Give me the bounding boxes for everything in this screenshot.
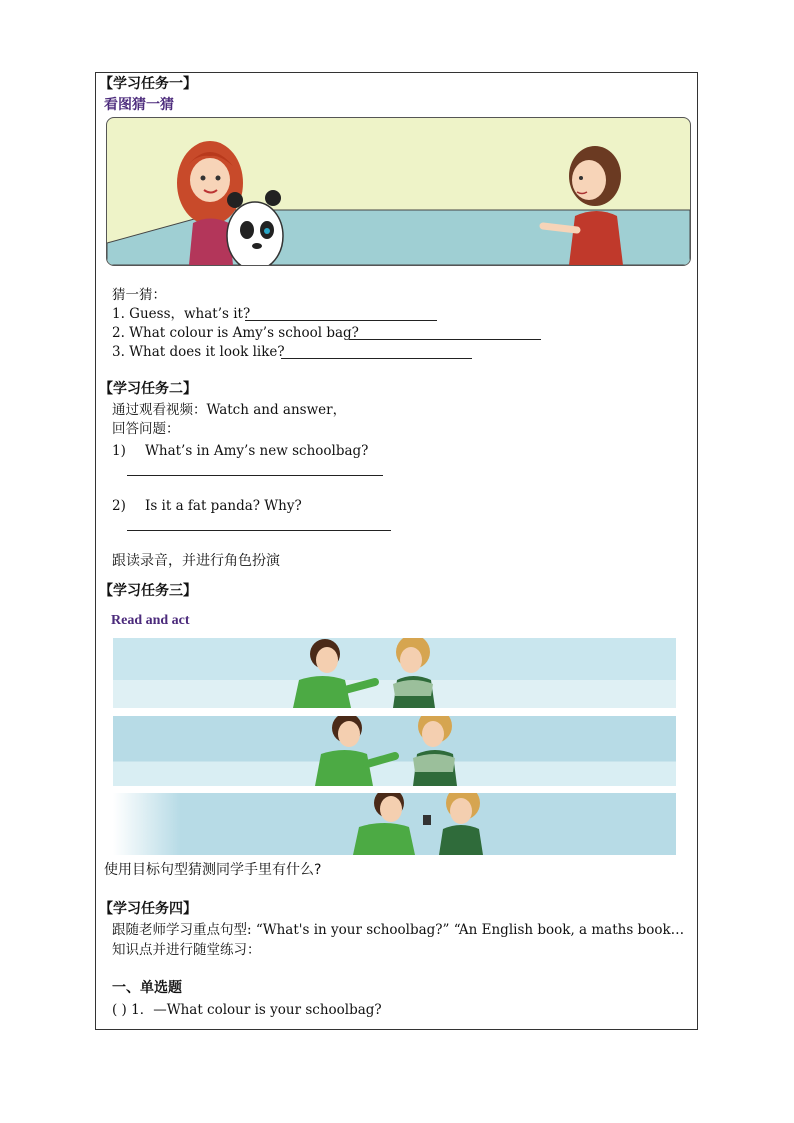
girl-figure [393,638,435,708]
scene-svg [107,118,690,265]
answer-line-2[interactable] [349,339,541,340]
answer-line-4[interactable] [127,475,383,476]
task2-header: 【学习任务二】 [99,381,197,397]
task3-header: 【学习任务三】 [99,583,197,599]
read-and-act-title: Read and act [111,613,190,628]
comic-svg-2 [113,716,676,786]
boy-figure [315,716,395,786]
comic-panel-1 [113,638,676,708]
comic-svg-3 [113,793,676,855]
task1-subtitle: 看图猜一猜 [104,97,174,113]
guess-label: 猜一猜： [112,287,166,303]
answer-line-3[interactable] [281,358,472,359]
task2-question-2: Is it a fat panda? Why? [145,498,302,514]
answer-line-5[interactable] [127,530,391,531]
section-title: 一、单选题 [112,980,182,996]
task1-question-1: 1. Guess，what’s it? [112,306,251,322]
task2-question-1: What’s in Amy’s new schoolbag? [145,443,369,459]
boy-figure [353,793,415,855]
boy-figure [293,639,375,708]
task3-instruction: 使用目标句型猜测同学手里有什么? [104,862,322,878]
girl-figure [413,716,457,786]
question-item-1: ( ) 1．—What colour is your schoolbag? [112,1002,382,1018]
task4-line-1: 跟随老师学习重点句型: “What's in your schoolbag?” “An English book, a maths book… [112,922,685,938]
task2-q2-number: 2) [112,498,126,514]
task1-question-3: 3. What does it look like? [112,344,285,360]
guess-illustration [106,117,691,266]
girl-figure [423,793,483,855]
task4-line-2: 知识点并进行随堂练习： [112,942,261,958]
task1-header: 【学习任务一】 [99,76,197,92]
answer-line-1[interactable] [245,320,437,321]
comic-panel-2 [113,716,676,786]
task2-intro-1: 通过观看视频：Watch and answer， [112,402,347,418]
task1-question-2: 2. What colour is Amy’s school bag? [112,325,359,341]
task2-q1-number: 1) [112,443,126,459]
follow-instruction: 跟读录音，并进行角色扮演 [112,553,280,569]
task4-header: 【学习任务四】 [99,901,197,917]
comic-panel-3 [113,793,676,855]
task2-intro-2: 回答问题： [112,421,180,437]
comic-svg-1 [113,638,676,708]
panda-toy [227,190,283,265]
